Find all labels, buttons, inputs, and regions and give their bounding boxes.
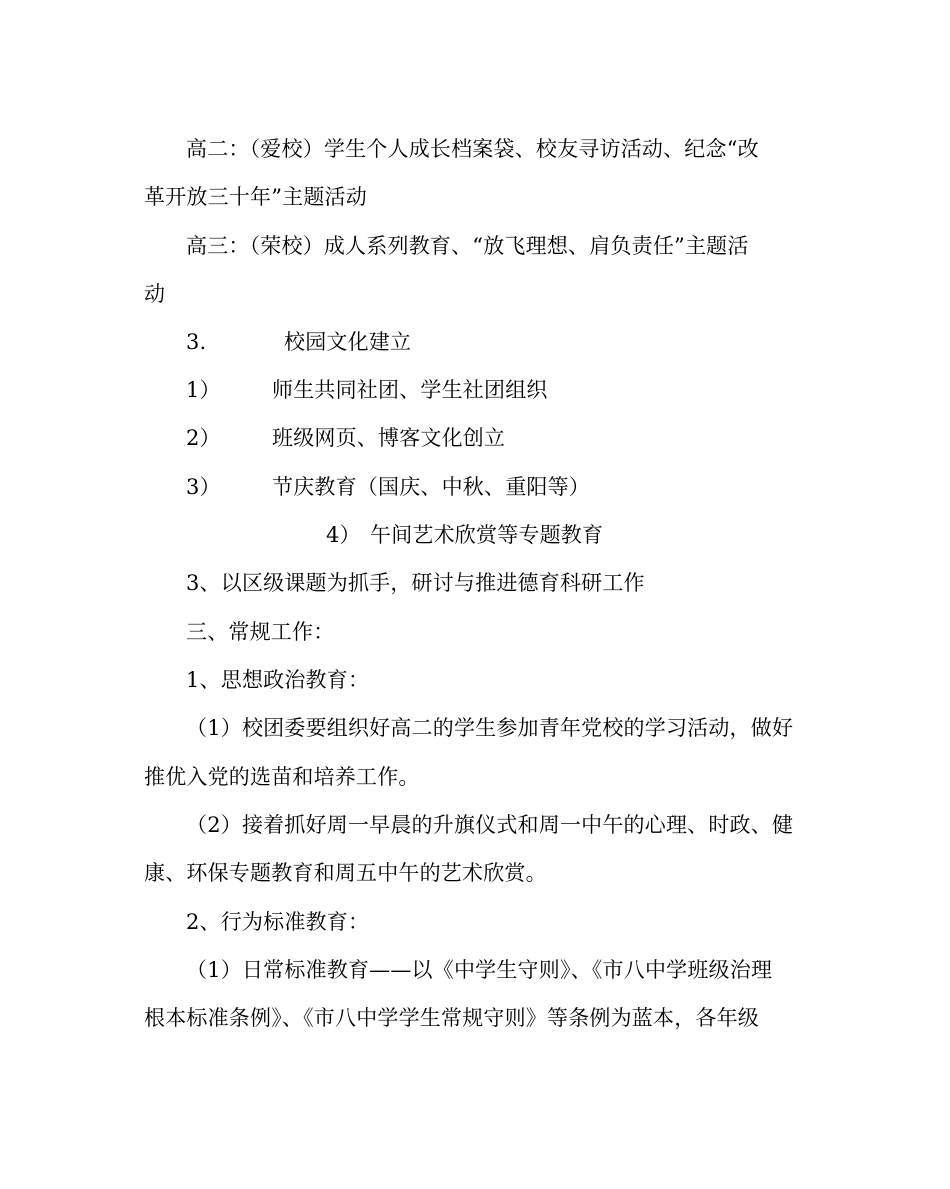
paragraph-line: （1）校团委要组织好高二的学生参加青年党校的学习活动，做好 <box>186 716 794 740</box>
list-item <box>186 473 856 501</box>
list-item <box>326 521 950 549</box>
list-text: 师生共同社团、学生社团组织 <box>272 378 548 402</box>
list-number: 1） <box>186 378 221 402</box>
list-text: 午间艺术欣赏等专题教育 <box>370 523 604 547</box>
paragraph-line: 高二：（爱校）学生个人成长档案袋、校友寻访活动、纪念“改 <box>186 137 759 161</box>
paragraph-line: 3、以区级课题为抓手，研讨与推进德育科研工作 <box>186 571 645 595</box>
paragraph-line: （2）接着抓好周一早晨的升旗仪式和周一中午的心理、时政、健 <box>186 813 794 837</box>
subsection-heading: 1、思想政治教育： <box>186 668 370 692</box>
list-text: 校园文化建立 <box>284 330 412 354</box>
paragraph-line: 高三：（荣校）成人系列教育、“放飞理想、肩负责任”主题活 <box>186 234 749 258</box>
paragraph-line: （1）日常标准教育——以《中学生守则》、《市八中学班级治理 <box>186 958 773 982</box>
list-item <box>186 328 856 356</box>
section-heading: 三、常规工作： <box>186 620 335 644</box>
paragraph-line: 康、环保专题教育和周五中午的艺术欣赏。 <box>144 861 547 885</box>
paragraph-line: 根本标准条例》、《市八中学学生常规守则》等条例为蓝本，各年级 <box>144 1006 759 1030</box>
list-number: 2） <box>186 426 221 450</box>
list-text: 班级网页、博客文化创立 <box>272 426 506 450</box>
list-item <box>186 424 856 452</box>
paragraph-line: 推优入党的选苗和培养工作。 <box>144 765 420 789</box>
list-number: 3. <box>186 330 207 354</box>
list-item <box>186 376 856 404</box>
list-number: 4） <box>326 523 361 547</box>
subsection-heading: 2、行为标准教育： <box>186 910 370 934</box>
paragraph-line: 动 <box>144 282 166 306</box>
list-number: 3） <box>186 475 221 499</box>
list-text: 节庆教育（国庆、中秋、重阳等） <box>272 475 590 499</box>
paragraph-line: 革开放三十年”主题活动 <box>144 185 367 209</box>
